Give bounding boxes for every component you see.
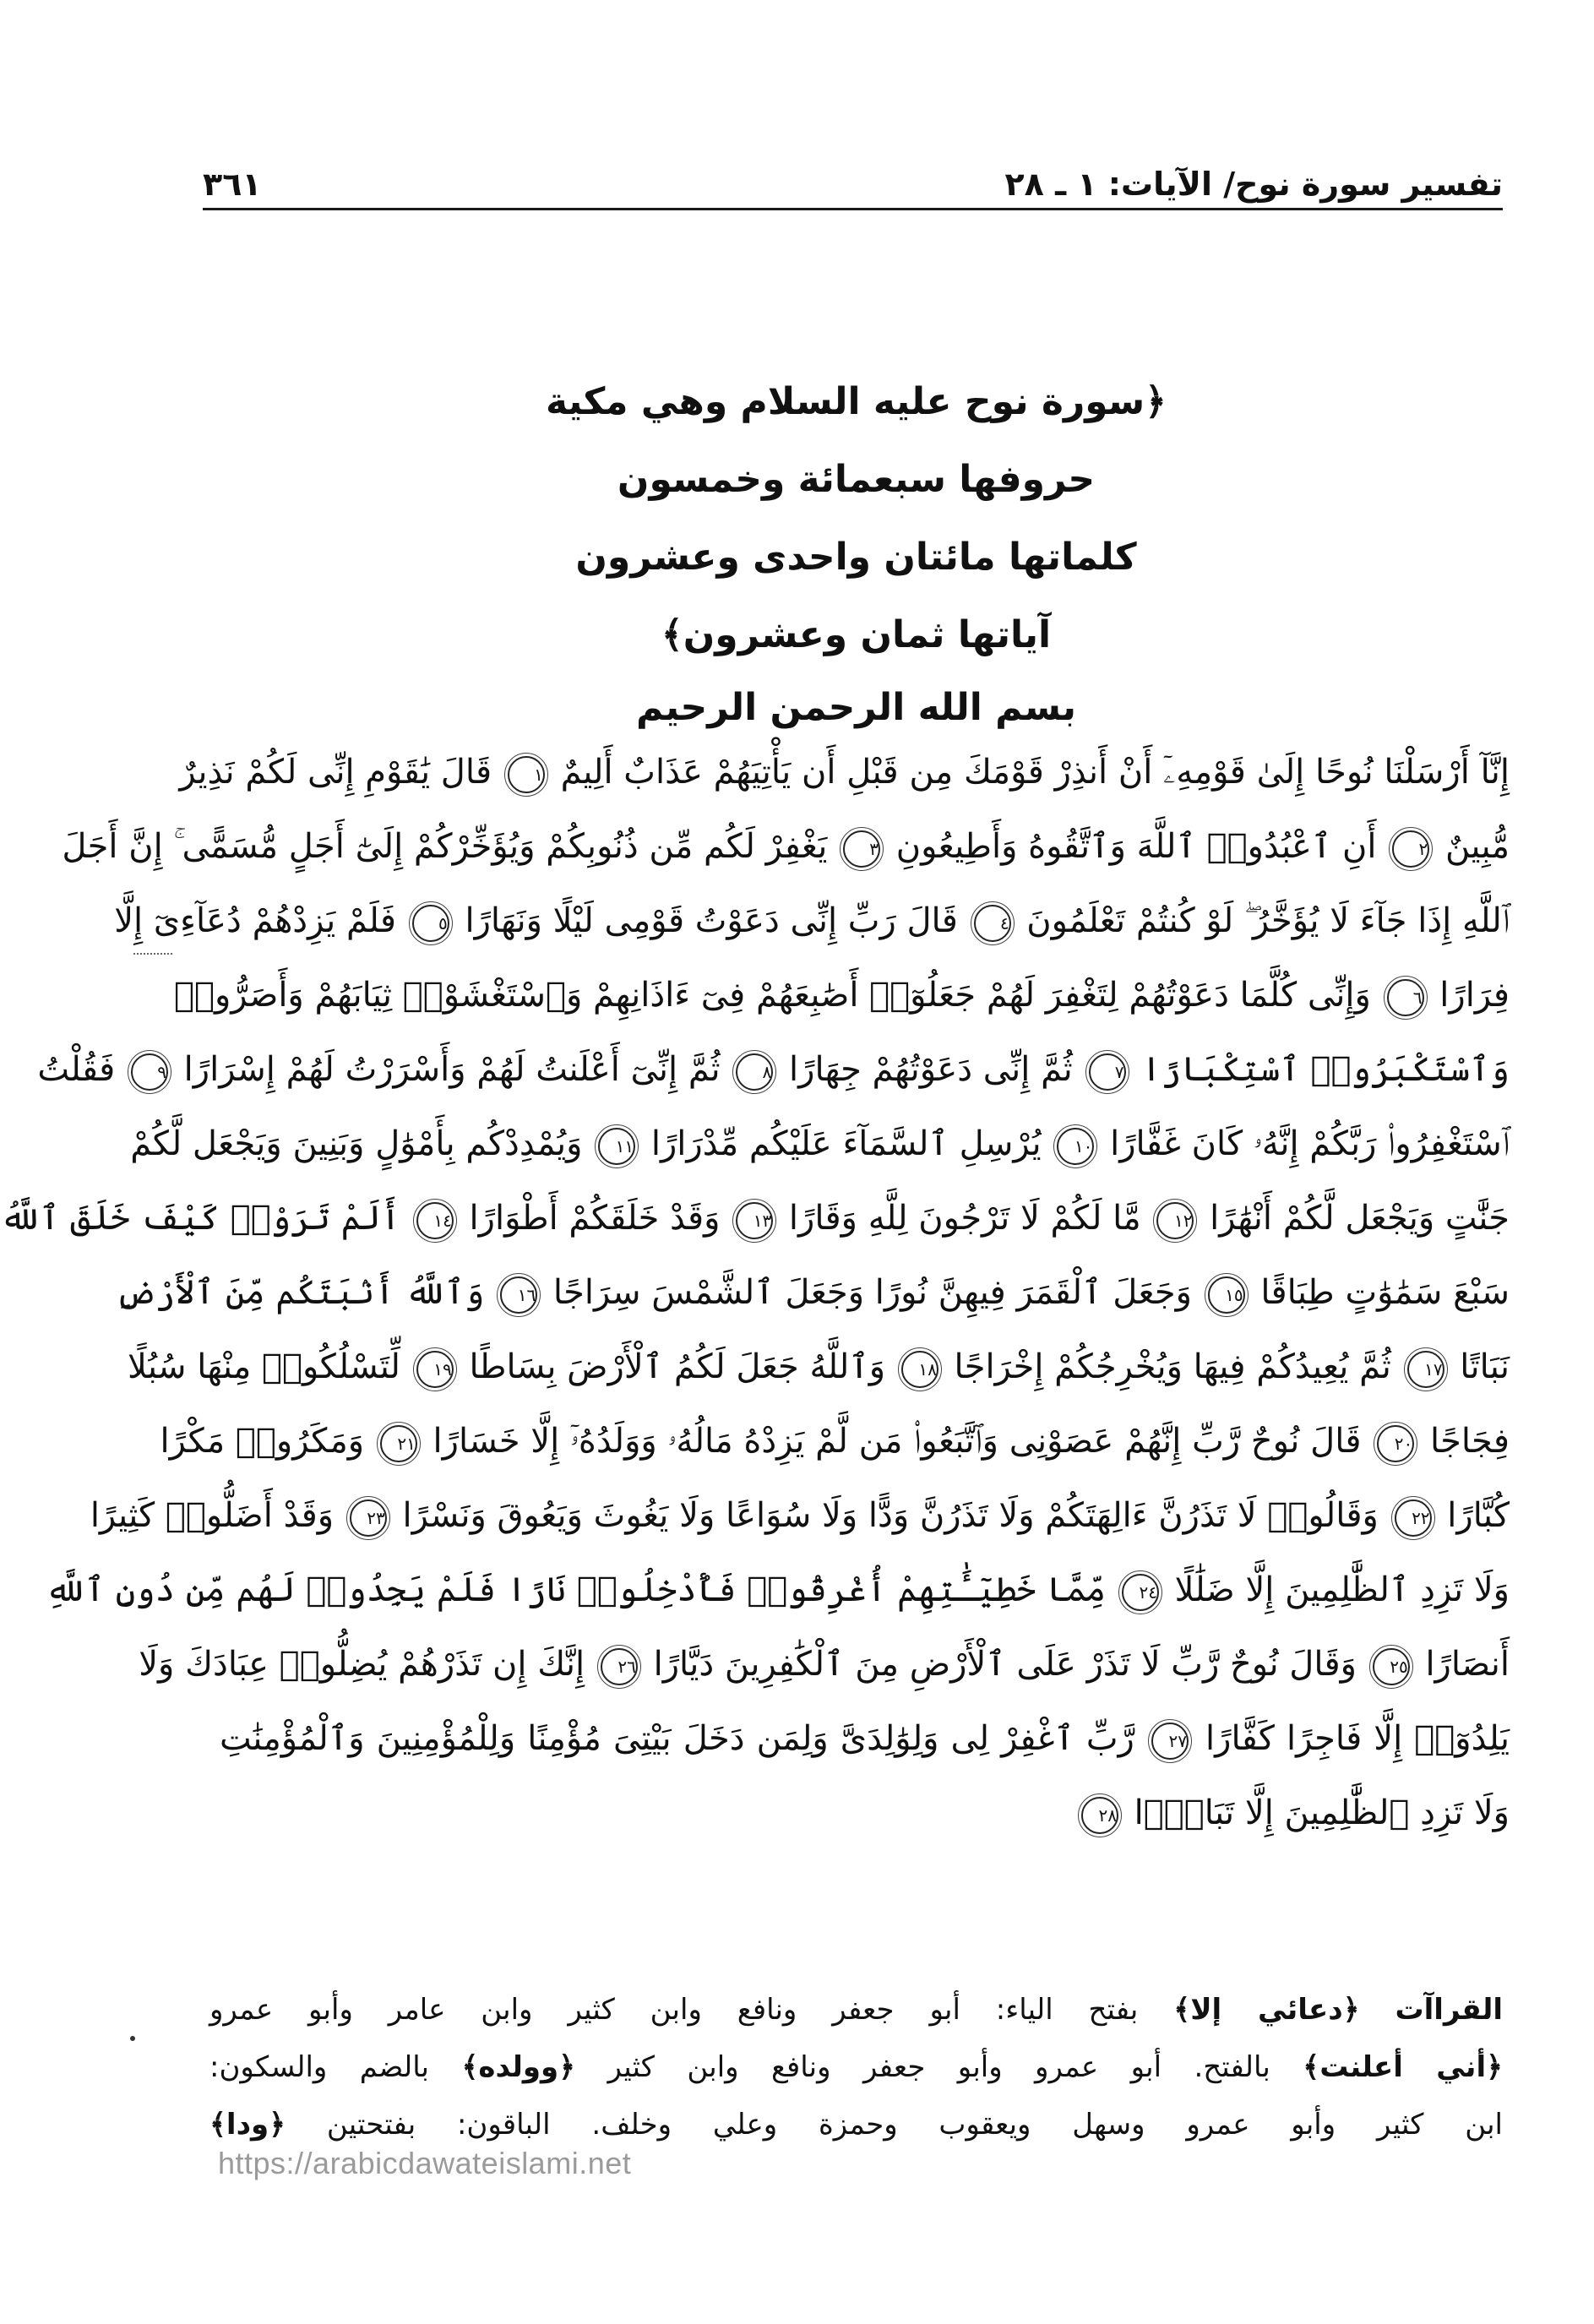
verse-text: وَلَا تَزِدِ ٱلظَّٰلِمِينَ إِلَّا ضَلَٰلًا	[1174, 1570, 1510, 1609]
ayah-number-marker: ١٨	[901, 1351, 938, 1388]
note-line	[209, 1981, 1503, 2038]
ayah-number-marker: ٢٢	[1395, 1499, 1432, 1537]
quoted-word: ﴿ودا﴾	[209, 2108, 286, 2142]
readings-notes	[209, 1981, 1503, 2153]
note-line	[209, 2096, 1503, 2153]
verse-text: وَقَدْ خَلَقَكُمْ أَطْوَارًا	[469, 1199, 721, 1238]
verse-text: وَيُمْدِدْكُم بِأَمْوَٰلٍ وَبَنِينَ وَيَجْعَل لَّكُمْ	[130, 1124, 583, 1163]
ayah-number-marker: ١٥	[1208, 1276, 1245, 1314]
verse-text: فِرَارًا	[1439, 976, 1510, 1015]
verse-text: وَقَالَ نُوحٌ رَّبِّ لَا تَذَرْ عَلَى ٱلْأَرْضِ مِنَ ٱلْكَٰفِرِينَ دَيَّارًا	[653, 1645, 1357, 1684]
ayah-number-marker: ١٠	[1057, 1128, 1094, 1165]
verse-text: ٱللَّهِ إِذَا جَآءَ لَا يُؤَخَّرُ ۖ لَوْ كُنتُمْ تَعْلَمُونَ	[1026, 901, 1510, 940]
ayah-number-marker: ٧	[1089, 1053, 1126, 1091]
verse-text: أَنِ ٱعْبُدُوا۟ ٱللَّهَ وَٱتَّقُوهُ وَأَطِيعُونِ	[895, 827, 1377, 866]
note-line	[209, 2038, 1503, 2096]
verse-text: وَإِنِّى كُلَّمَا دَعَوْتُهُمْ لِتَغْفِرَ لَهُمْ جَعَلُوٓا۟ أَصَٰبِعَهُمْ فِىٓ ءَاذَانِهِمْ وَٱسْتَغْشَوْا۟ ثِيَابَهُمْ وَأَصَرُّوا۟	[173, 976, 1371, 1015]
verse-text: إِنَّكَ إِن تَذَرْهُمْ يُضِلُّوا۟ عِبَادَكَ وَلَا	[139, 1645, 585, 1684]
quran-line	[62, 809, 1510, 884]
note-text: بالفتح. أبو عمرو وأبو جعفر ونافع وابن كثير	[607, 2050, 1270, 2084]
quran-text	[0, 735, 1510, 1918]
running-title: تفسير سورة نوح/ الآيات: ١ ـ ٢٨	[1004, 166, 1503, 203]
quran-line	[130, 1107, 1510, 1181]
ayah-number-marker: ٢٨	[1081, 1797, 1118, 1834]
surah-intro	[372, 363, 1341, 742]
verse-text: وَجَعَلَ ٱلْقَمَرَ فِيهِنَّ نُورًا وَجَعَلَ ٱلشَّمْسَ سِرَاجًا	[552, 1273, 1192, 1312]
ayah-number-marker: ١٩	[416, 1351, 454, 1388]
ayah-number-marker: ٢	[1392, 830, 1429, 868]
ayah-number-marker: ١٦	[500, 1276, 537, 1314]
notes-label: القراآت	[1395, 1993, 1503, 2027]
ayah-number-marker: ٢٠	[1377, 1425, 1414, 1462]
page-number: ٣٦١	[203, 166, 262, 203]
verse-text: وَقَدْ أَضَلُّوا۟ كَثِيرًا	[90, 1496, 335, 1535]
quoted-word: ﴿وولده﴾	[461, 2050, 576, 2084]
quran-line	[0, 1181, 1510, 1255]
verse-text: يُرْسِلِ ٱلسَّمَآءَ عَلَيْكُم مِّدْرَارًا	[650, 1124, 1042, 1163]
note-text: ابن كثير وأبو عمرو وسهل ويعقوب وحمزة وعلي وخلف. الباقون: بفتحتين	[326, 2108, 1503, 2142]
quran-line	[37, 1032, 1510, 1107]
quran-line	[179, 735, 1510, 809]
quran-line	[220, 1776, 1510, 1850]
ayah-number-marker: ٢٦	[601, 1648, 638, 1685]
ayah-number-marker: ٢٥	[1373, 1648, 1410, 1685]
verse-text: رَّبِّ ٱغْفِرْ لِى وَلِوَٰلِدَىَّ وَلِمَن دَخَلَ بَيْتِىَ مُؤْمِنًا وَلِلْمُؤْمِنِينَ وَٱلْمُؤْمِنَٰتِ	[220, 1719, 1134, 1758]
ayah-number-marker: ٢٤	[1122, 1574, 1159, 1611]
verse-text: وَٱسْتَكْبَرُوا۟ ٱسْتِكْبَارًا	[1141, 1050, 1510, 1089]
ayah-number-marker: ٤	[974, 905, 1011, 942]
verse-text: ثُمَّ إِنِّىٓ أَعْلَنتُ لَهُمْ وَأَسْرَرْتُ لَهُمْ إِسْرَارًا	[183, 1050, 721, 1089]
verse-text: مَّا لَكُمْ لَا تَرْجُونَ لِلَّهِ وَقَارًا	[788, 1199, 1141, 1238]
verse-text: قَالَ رَبِّ إِنِّى دَعَوْتُ قَوْمِى لَيْلًا وَنَهَارًا	[465, 901, 958, 940]
verse-text: قَالَ يَٰقَوْمِ إِنِّى لَكُمْ نَذِيرٌ	[179, 753, 492, 792]
verse-text: قَالَ نُوحٌ رَّبِّ إِنَّهُمْ عَصَوْنِى وَٱتَّبَعُوا۟ مَن لَّمْ يَزِدْهُ مَالُهُۥ وَوَلَدُهُۥٓ إِلَّا خَسَارًا	[433, 1422, 1362, 1461]
verses-count-line: آياتها ثمان وعشرون﴾	[661, 613, 1052, 656]
quran-line	[128, 1330, 1510, 1404]
quran-line	[45, 1553, 1510, 1627]
quran-line	[114, 884, 1510, 958]
ayah-number-marker: ١٤	[416, 1202, 454, 1239]
verse-text: مِّمَّا خَطِيٓـَٰٔتِهِمْ أُغْرِقُوا۟ فَأُدْخِلُوا۟ نَارًا فَلَمْ يَجِدُوا۟ لَهُم مِّن دُونِ ٱللَّهِ	[45, 1570, 1107, 1609]
verse-text: فَقُلْتُ	[37, 1050, 116, 1089]
ayah-number-marker: ٢٣	[350, 1499, 387, 1537]
verse-text: نَبَاتًا	[1460, 1347, 1510, 1386]
verse-text: كُبَّارًا	[1447, 1496, 1510, 1535]
verse-text: فِجَاجًا	[1429, 1422, 1510, 1461]
watermark-url: https://arabicdawateislami.net	[218, 2146, 632, 2180]
verse-text: أَنصَارًا	[1425, 1645, 1510, 1684]
ayah-number-marker: ٣	[843, 830, 880, 868]
verse-text: وَٱللَّهُ أَنۢبَتَكُم مِّنَ ٱلْأَرْضِ	[115, 1273, 485, 1312]
quoted-word: ﴿دعائي إلا﴾	[1173, 1993, 1360, 2027]
quran-line	[90, 1478, 1510, 1553]
ayah-number-marker: ١٧	[1407, 1351, 1444, 1388]
ayah-number-marker: ٢١	[380, 1425, 417, 1462]
margin-dotted-mark	[133, 953, 172, 955]
verse-text: مُّبِينٌ	[1444, 827, 1510, 866]
verse-text: ثُمَّ إِنِّى دَعَوْتُهُمْ جِهَارًا	[789, 1050, 1073, 1089]
verse-text: أَلَمْ تَرَوْا۟ كَيْفَ خَلَقَ ٱللَّهُ	[0, 1199, 401, 1238]
ayah-number-marker: ٨	[736, 1053, 773, 1091]
ayah-number-marker: ١٣	[736, 1202, 773, 1239]
quran-line	[160, 1404, 1510, 1478]
quran-line	[173, 958, 1510, 1032]
verse-text: وَمَكَرُوا۟ مَكْرًا	[160, 1422, 365, 1461]
verse-text: وَقَالُوا۟ لَا تَذَرُنَّ ءَالِهَتَكُمْ وَلَا تَذَرُنَّ وَدًّا وَلَا سُوَاعًا وَلَا يَغُوثَ وَيَعُوقَ وَنَسْرًا	[402, 1496, 1379, 1535]
running-header	[203, 144, 1503, 210]
quran-line	[139, 1627, 1510, 1701]
verse-text: لِّتَسْلُكُوا۟ مِنْهَا سُبُلًا	[128, 1347, 400, 1386]
verse-text: ثُمَّ يُعِيدُكُمْ فِيهَا وَيُخْرِجُكُمْ إِخْرَاجًا	[954, 1347, 1391, 1386]
letters-count-line: حروفها سبعمائة وخمسون	[617, 458, 1096, 501]
basmala: بسم الله الرحمن الرحيم	[636, 686, 1076, 729]
verse-text: وَٱللَّهُ جَعَلَ لَكُمُ ٱلْأَرْضَ بِسَاطًا	[469, 1347, 886, 1386]
verse-text: يَلِدُوٓا۟ إِلَّا فَاجِرًا كَفَّارًا	[1205, 1719, 1510, 1758]
note-text: بفتح الياء: أبو جعفر ونافع وابن كثير وابن عامر وأبو عمرو	[209, 1993, 1139, 2027]
surah-title-line: ﴿سورة نوح عليه السلام وهي مكية	[546, 380, 1167, 423]
ayah-number-marker: ٩	[131, 1053, 168, 1091]
quran-line	[115, 1255, 1510, 1330]
ayah-number-marker: ١١	[598, 1128, 635, 1165]
verse-text: ٱسْتَغْفِرُوا۟ رَبَّكُمْ إِنَّهُۥ كَانَ غَفَّارًا	[1110, 1124, 1510, 1163]
ayah-number-marker: ٥	[412, 905, 449, 942]
ayah-number-marker: ٦	[1387, 979, 1424, 1016]
verse-text: وَلَا تَزِدِ ٱلظَّٰلِمِينَ إِلَّا تَبَارًۢا	[1134, 1793, 1510, 1832]
verse-text: فَلَمْ يَزِدْهُمْ دُعَآءِىٓ إِلَّا	[114, 901, 397, 940]
ayah-number-marker: ١٢	[1156, 1202, 1194, 1239]
verse-text: سَبْعَ سَمَٰوَٰتٍ طِبَاقًا	[1260, 1273, 1510, 1312]
verse-text: إِنَّآ أَرْسَلْنَا نُوحًا إِلَىٰ قَوْمِهِۦٓ أَنْ أَنذِرْ قَوْمَكَ مِن قَبْلِ أَن يَأْتِيَهُمْ عَذَابٌ أَلِيمٌ	[560, 753, 1510, 792]
verse-text: جَنَّٰتٍ وَيَجْعَل لَّكُمْ أَنْهَٰرًا	[1210, 1199, 1510, 1238]
note-text: بالضم والسكون:	[209, 2050, 430, 2084]
margin-dot	[130, 2036, 135, 2041]
quran-line	[220, 1701, 1510, 1776]
ayah-number-marker: ١	[508, 756, 545, 793]
words-count-line: كلماتها مائتان واحدى وعشرون	[575, 536, 1137, 579]
verse-text: يَغْفِرْ لَكُم مِّن ذُنُوبِكُمْ وَيُؤَخِّرْكُمْ إِلَىٰٓ أَجَلٍ مُّسَمًّى ۚ إِنَّ أَجَلَ	[62, 827, 828, 866]
ayah-number-marker: ٢٧	[1151, 1723, 1189, 1760]
quoted-word: ﴿أني أعلنت﴾	[1303, 2050, 1504, 2084]
